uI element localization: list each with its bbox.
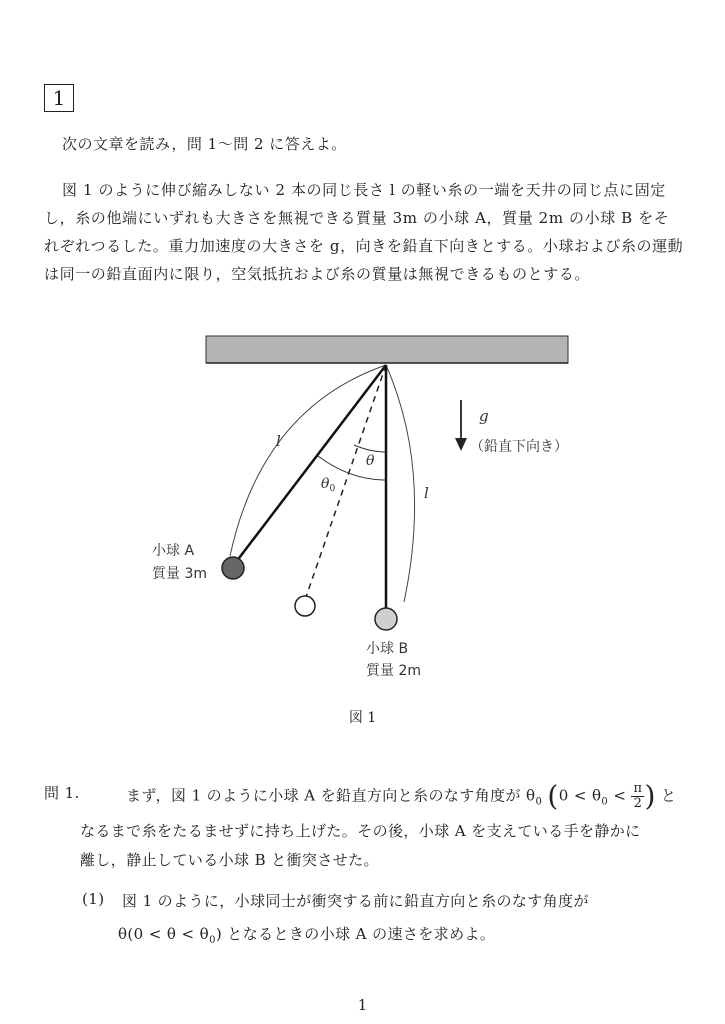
intro-text: 次の文章を読み，問 1〜問 2 に答えよ。 bbox=[62, 135, 347, 153]
question-1-line-1: まず，図 1 のように小球 A を鉛直方向と糸のなす角度が $\theta_0$ ($0 < \theta_0$ < $\frac{\pi}{2}$ ) と bbox=[126, 779, 677, 813]
figure-1 bbox=[0, 320, 725, 700]
ball-b bbox=[375, 608, 397, 630]
label-length-left: l bbox=[276, 432, 281, 450]
question-1-head: 問 1. bbox=[44, 784, 80, 802]
label-g-note: （鉛直下向き） bbox=[470, 439, 568, 455]
label-theta: θ bbox=[366, 453, 375, 469]
label-length-right: l bbox=[424, 484, 429, 502]
fraction-pi-over-2: $\frac{\pi}{2}$ bbox=[633, 781, 643, 811]
length-arc-right bbox=[386, 365, 415, 602]
string-a bbox=[233, 365, 386, 566]
theta-arc bbox=[354, 445, 386, 452]
page-number: 1 bbox=[357, 996, 368, 1014]
length-arc-left bbox=[230, 365, 386, 556]
ball-collision-position bbox=[295, 596, 315, 616]
label-ball-b-name: 小球 B bbox=[366, 641, 409, 657]
string-dashed bbox=[305, 365, 386, 600]
subquestion-1-line-2: $\theta(0 < \theta < \theta_0)$ となるときの小球 A の速さを求めよ。 bbox=[118, 925, 496, 946]
gravity-arrow-head bbox=[455, 438, 467, 451]
subquestion-1-number: (1) bbox=[82, 890, 105, 908]
question-1-line-3: 離し，静止している小球 B と衝突させた。 bbox=[80, 851, 379, 869]
question-1-line-2: なるまで糸をたるませずに持ち上げた。その後，小球 A を支えている手を静かに bbox=[80, 822, 641, 840]
question-number-box: 1 bbox=[44, 84, 74, 112]
subquestion-1-line-1: 図 1 のように，小球同士が衝突する前に鉛直方向と糸のなす角度が bbox=[122, 892, 589, 910]
problem-paragraph: 図 1 のように伸び縮みしない 2 本の同じ長さ l の軽い糸の一端を天井の同じ点に固定し，糸の他端にいずれも大きさを無視できる質量 3m の小球 A，質量 2m の小球 B をそれぞれつるした。重力加速度の大きさを g，向きを鉛直下向きとする。小球および糸の運動は同一の鉛直面内に限り，空気抵抗および糸の質量は無視できるものとする。 bbox=[44, 181, 684, 283]
label-ball-a-name: 小球 A bbox=[152, 543, 195, 559]
label-ball-a-mass: 質量 3m bbox=[152, 566, 207, 582]
label-theta0: $\theta_0$ bbox=[321, 476, 336, 494]
figure-caption: 図 1 bbox=[348, 710, 377, 726]
label-g: g bbox=[479, 407, 489, 425]
ball-a bbox=[222, 557, 244, 579]
ceiling bbox=[206, 336, 568, 363]
label-ball-b-mass: 質量 2m bbox=[366, 663, 421, 679]
